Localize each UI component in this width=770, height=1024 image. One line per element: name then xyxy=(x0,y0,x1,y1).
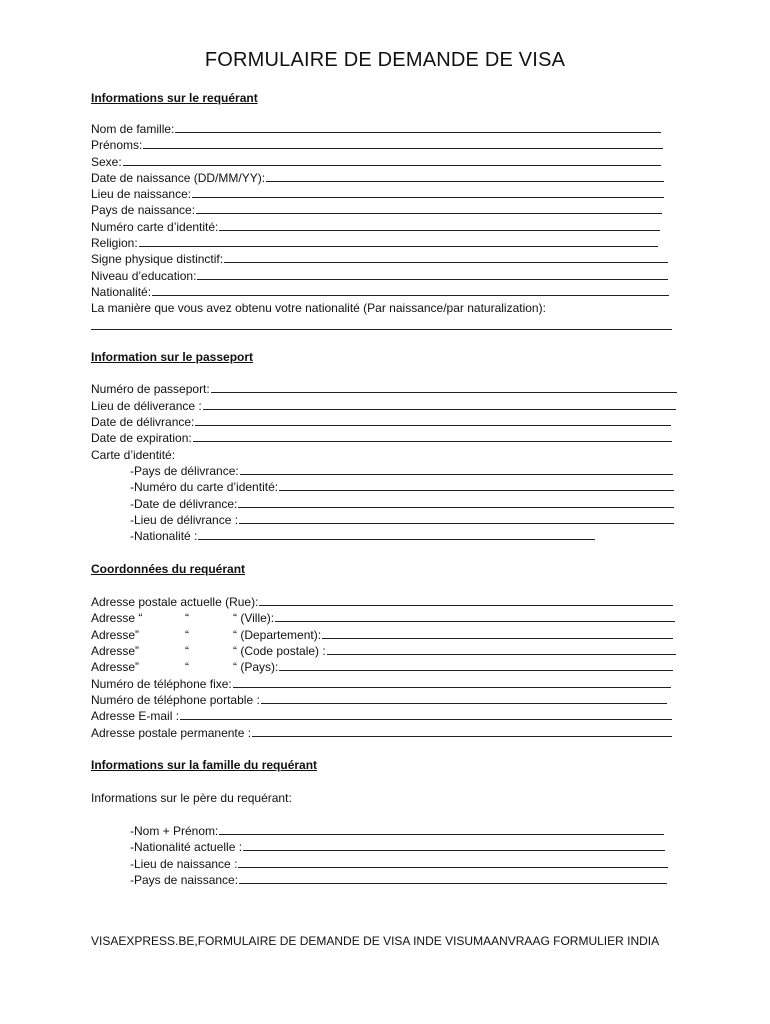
section-heading-applicant: Informations sur le requérant xyxy=(91,91,258,105)
field-label: “ (Code postale) : xyxy=(233,644,326,658)
field-passport-issue-date[interactable] xyxy=(91,414,671,430)
field-blank[interactable] xyxy=(239,872,667,884)
field-passport-number[interactable] xyxy=(91,381,677,397)
field-label: “ (Departement): xyxy=(233,628,322,642)
field-nationality[interactable] xyxy=(91,284,669,300)
id-card-heading: Carte d’identité: xyxy=(91,448,176,462)
section-heading-contact: Coordonnées du requérant xyxy=(91,562,246,576)
field-label: Numéro carte d’identité: xyxy=(91,220,219,234)
field-label: Adresse” xyxy=(91,628,140,642)
field-label: Lieu de naissance: xyxy=(91,187,192,201)
ditto-mark: “ xyxy=(185,611,189,625)
field-blank[interactable] xyxy=(198,528,595,540)
field-passport-issue-place[interactable] xyxy=(91,398,676,414)
field-label: Signe physique distinctif: xyxy=(91,252,224,266)
field-blank[interactable] xyxy=(211,381,677,393)
field-blank[interactable] xyxy=(203,398,676,410)
field-blank[interactable] xyxy=(123,154,661,166)
field-blank[interactable] xyxy=(193,430,672,442)
field-father-birth-country[interactable] xyxy=(130,872,667,888)
field-label: -Nationalité actuelle : xyxy=(130,840,243,854)
field-label: -Pays de naissance: xyxy=(130,873,239,887)
field-address-city[interactable] xyxy=(91,610,675,626)
field-label: Nom de famille: xyxy=(91,122,175,136)
field-id-nationality[interactable] xyxy=(130,528,595,544)
field-blank[interactable] xyxy=(180,708,672,720)
field-nationality-method-blank[interactable] xyxy=(91,318,672,330)
field-landline-phone[interactable] xyxy=(91,676,671,692)
field-id-card-number[interactable] xyxy=(91,219,660,235)
field-label: Date de expiration: xyxy=(91,431,192,445)
field-blank[interactable] xyxy=(261,692,667,704)
field-birth-country[interactable] xyxy=(91,202,662,218)
field-first-names[interactable] xyxy=(91,137,663,153)
field-distinctive-mark[interactable] xyxy=(91,251,668,267)
field-label: -Date de délivrance: xyxy=(130,497,238,511)
field-address-country[interactable] xyxy=(91,659,673,675)
field-nationality-method-label: La manière que vous avez obtenu votre nationalité (Par naissance/par naturalization): xyxy=(91,301,546,315)
field-blank[interactable] xyxy=(238,856,668,868)
ditto-mark: “ xyxy=(185,644,189,658)
field-address-postal-code[interactable] xyxy=(91,643,676,659)
field-blank[interactable] xyxy=(279,659,673,671)
field-label: Adresse” xyxy=(91,660,140,674)
field-father-name[interactable] xyxy=(130,823,664,839)
section-heading-passport: Information sur le passeport xyxy=(91,350,254,364)
field-label: -Pays de délivrance: xyxy=(130,464,239,478)
field-blank[interactable] xyxy=(219,219,660,231)
field-religion[interactable] xyxy=(91,235,658,251)
field-id-issue-country[interactable] xyxy=(130,463,673,479)
field-label: -Numéro du carte d’identité: xyxy=(130,480,279,494)
field-label: Pays de naissance: xyxy=(91,203,196,217)
field-label: -Nationalité : xyxy=(130,529,198,543)
field-blank[interactable] xyxy=(243,839,665,851)
field-label: -Nom + Prénom: xyxy=(130,824,219,838)
field-id-issue-place[interactable] xyxy=(130,512,674,528)
page-footer: VISAEXPRESS.BE,FORMULAIRE DE DEMANDE DE VISA INDE VISUMAANVRAAG FORMULIER INDIA xyxy=(91,934,660,948)
field-label: Numéro de passeport: xyxy=(91,382,210,396)
field-address-street[interactable] xyxy=(91,594,673,610)
field-blank[interactable] xyxy=(192,186,664,198)
field-father-birth-place[interactable] xyxy=(130,856,668,872)
field-blank[interactable] xyxy=(322,627,673,639)
field-label: “ (Pays): xyxy=(233,660,279,674)
field-blank[interactable] xyxy=(219,823,664,835)
field-label: Date de délivrance: xyxy=(91,415,195,429)
field-blank[interactable] xyxy=(275,610,675,622)
field-blank[interactable] xyxy=(197,268,668,280)
field-blank[interactable] xyxy=(266,170,664,182)
field-label: Sexe: xyxy=(91,155,122,169)
field-blank[interactable] xyxy=(175,121,661,133)
field-blank[interactable] xyxy=(259,594,673,606)
field-label: Adresse postale permanente : xyxy=(91,726,252,740)
field-label: Date de naissance (DD/MM/YY): xyxy=(91,171,266,185)
field-label: Prénoms: xyxy=(91,138,143,152)
field-label: Adresse E-mail : xyxy=(91,709,180,723)
field-passport-expiry-date[interactable] xyxy=(91,430,672,446)
section-heading-family: Informations sur la famille du requérant xyxy=(91,758,318,772)
field-blank[interactable] xyxy=(152,284,669,296)
field-email[interactable] xyxy=(91,708,672,724)
field-address-department[interactable] xyxy=(91,627,673,643)
field-label: Adresse” xyxy=(91,644,140,658)
field-label: “ (Ville): xyxy=(233,611,275,625)
father-info-intro: Informations sur le père du requérant: xyxy=(91,791,292,805)
field-id-issue-date[interactable] xyxy=(130,496,674,512)
field-last-name[interactable] xyxy=(91,121,661,137)
ditto-mark: “ xyxy=(185,660,189,674)
field-blank[interactable] xyxy=(224,251,668,263)
field-label: -Lieu de délivrance : xyxy=(130,513,239,527)
field-blank[interactable] xyxy=(240,463,673,475)
field-label: Nationalité: xyxy=(91,285,152,299)
field-label: Adresse “ xyxy=(91,611,143,625)
field-label: Lieu de déliverance : xyxy=(91,399,202,413)
field-blank[interactable] xyxy=(233,676,671,688)
field-id-card-number-2[interactable] xyxy=(130,479,674,495)
field-label: Numéro de téléphone portable : xyxy=(91,693,260,707)
field-blank[interactable] xyxy=(196,202,662,214)
field-education[interactable] xyxy=(91,268,668,284)
field-birth-date[interactable] xyxy=(91,170,664,186)
field-label: Numéro de téléphone fixe: xyxy=(91,677,232,691)
field-blank[interactable] xyxy=(139,235,658,247)
field-blank[interactable] xyxy=(239,512,674,524)
field-blank[interactable] xyxy=(327,643,676,655)
field-blank[interactable] xyxy=(143,137,663,149)
field-blank[interactable] xyxy=(195,414,671,426)
field-father-nationality[interactable] xyxy=(130,839,665,855)
field-label: Niveau d’education: xyxy=(91,269,197,283)
field-sex[interactable] xyxy=(91,154,661,170)
field-label: Religion: xyxy=(91,236,138,250)
field-birth-place[interactable] xyxy=(91,186,664,202)
field-permanent-address[interactable] xyxy=(91,725,672,741)
ditto-mark: “ xyxy=(185,628,189,642)
field-mobile-phone[interactable] xyxy=(91,692,667,708)
form-title: FORMULAIRE DE DEMANDE DE VISA xyxy=(204,49,566,71)
field-blank[interactable] xyxy=(238,496,674,508)
field-blank[interactable] xyxy=(252,725,672,737)
field-label: -Lieu de naissance : xyxy=(130,857,238,871)
field-label: Adresse postale actuelle (Rue): xyxy=(91,595,259,609)
field-blank[interactable] xyxy=(279,479,674,491)
